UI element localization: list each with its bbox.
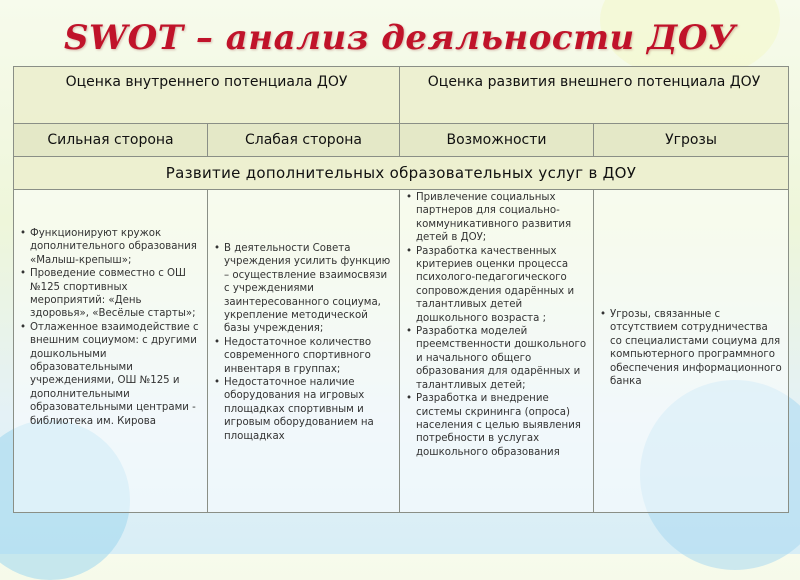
list-item: • Недостаточное наличие оборудования на игровых площадках спортивным и игровым оборудованием на площадках — [216, 376, 393, 443]
column-header-threats: Угрозы — [594, 124, 789, 157]
list-item: • Отлаженное взаимодействие с внешним социумом: с другими дошкольными образовательными учреждениями, ОШ №125 и дополнительными образовательными центрами - библиотека им. Кирова — [22, 321, 201, 428]
threats-cell — [594, 190, 789, 513]
opportunities-list — [400, 191, 593, 459]
strengths-cell — [14, 190, 208, 513]
weaknesses-cell — [208, 190, 400, 513]
list-item: • Разработка моделей преемственности дошкольного и начального общего образования для одарённых и талантливых детей; — [408, 325, 587, 392]
list-item: • Функционируют кружок дополнительного образования «Малыш-крепыш»; — [22, 227, 201, 267]
strengths-list — [14, 227, 207, 428]
page-title: SWOT – анализ деяльности ДОУ — [63, 18, 737, 58]
weaknesses-list — [208, 242, 399, 443]
list-item: • Угрозы, связанные с отсутствием сотрудничества со специалистами социума для компьютерного программного обеспечения информационного банка — [602, 308, 782, 388]
list-item: • Разработка и внедрение системы скрининга (опроса) населения с целью выявления потребности в услугах дошкольного образования — [408, 392, 587, 459]
list-item: • Привлечение социальных партнеров для социально-коммуникативного развития детей в ДОУ; — [408, 191, 587, 245]
threats-list — [594, 308, 788, 388]
list-item: • Разработка качественных критериев оценки процесса психолого-педагогического сопровождения одарённых и талантливых детей дошкольного возраста ; — [408, 245, 587, 325]
column-header-strengths: Сильная сторона — [14, 124, 208, 157]
column-header-opportunities: Возможности — [400, 124, 594, 157]
external-potential-header: Оценка развития внешнего потенциала ДОУ — [400, 67, 789, 124]
internal-potential-header: Оценка внутреннего потенциала ДОУ — [14, 67, 400, 124]
swot-table — [13, 66, 789, 513]
section-title: Развитие дополнительных образовательных услуг в ДОУ — [14, 157, 789, 190]
opportunities-cell — [400, 190, 594, 513]
list-item: • Проведение совместно с ОШ №125 спортивных мероприятий: «День здоровья», «Весёлые старты»; — [22, 267, 201, 321]
column-header-weaknesses: Слабая сторона — [208, 124, 400, 157]
list-item: • В деятельности Совета учреждения усилить функцию – осуществление взаимосвязи с учреждениями заинтересованного социума, укрепление методической базы учреждения; — [216, 242, 393, 336]
list-item: • Недостаточное количество современного спортивного инвентаря в группах; — [216, 336, 393, 376]
